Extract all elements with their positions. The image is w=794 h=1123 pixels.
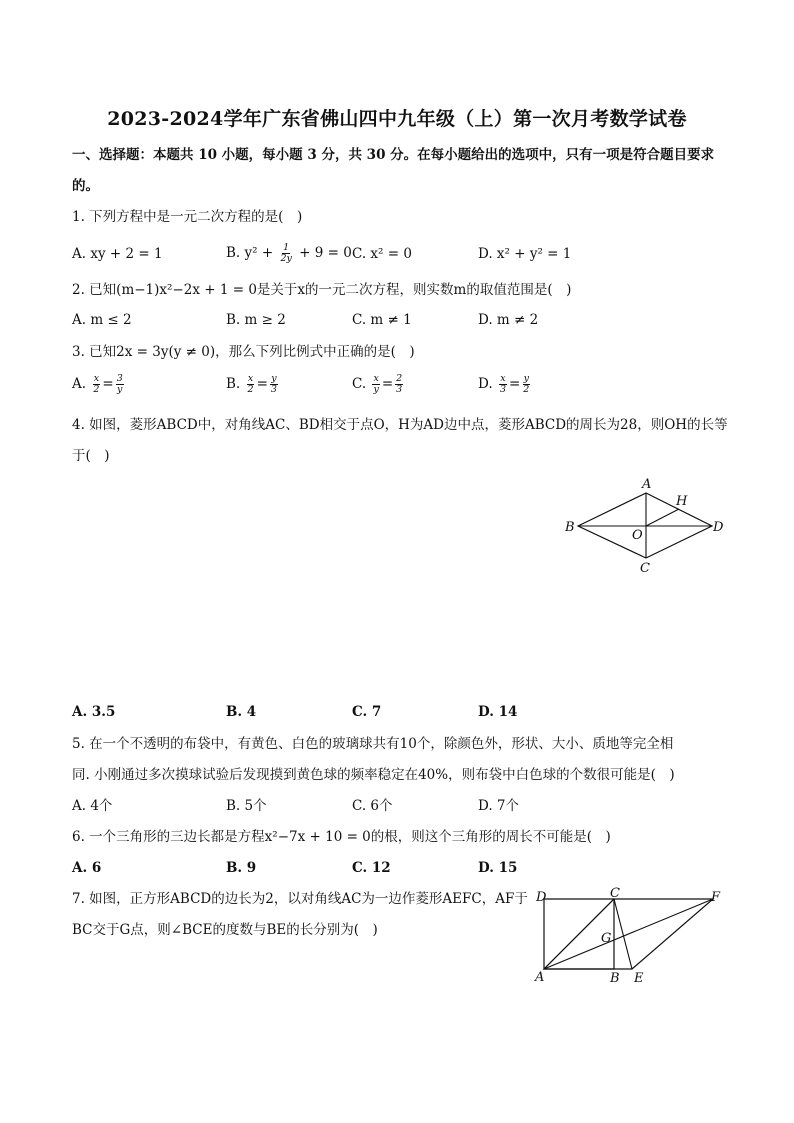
fraction-denominator: 2: [523, 384, 530, 395]
question-1-stem: 1. 下列方程中是一元二次方程的是( ): [72, 209, 303, 225]
label-g: G: [601, 931, 612, 946]
fraction-denominator: 2y: [280, 253, 292, 264]
question-6-stem: 6. 一个三角形的三边长都是方程x²−7x + 10 = 0的根，则这个三角形的周长不可能是( ): [72, 829, 611, 845]
question-2-stem: 2. 已知(m−1)x²−2x + 1 = 0是关于x的一元二次方程，则实数m的取值范围是( ): [72, 282, 572, 298]
question-5-option-c: C. 6个: [352, 798, 393, 814]
square-rhombus-figure: [530, 884, 730, 990]
fraction-numerator: x: [247, 373, 254, 384]
question-1-option-c: C. x² = 0: [352, 246, 412, 262]
fraction-numerator: x: [93, 373, 100, 384]
fraction-right: [116, 374, 124, 395]
question-1-option-d: D. x² + y² = 1: [478, 246, 572, 262]
equals-sign: =: [381, 376, 394, 392]
fraction-denominator: 3: [270, 384, 277, 395]
fraction-denominator: 2: [93, 384, 100, 395]
fraction-denominator: 3: [396, 384, 403, 395]
question-4-stem-line1: 4. 如图，菱形ABCD中，对角线AC、BD相交于点O，H为AD边中点，菱形ABCD的周长为28，则OH的长等: [72, 417, 728, 433]
option-label: A.: [72, 376, 87, 392]
label-a: A: [535, 970, 545, 985]
option-label: D.: [478, 376, 493, 392]
fraction-denominator: y: [117, 384, 123, 395]
question-2-option-b: B. m ≥ 2: [226, 312, 286, 328]
label-f: F: [711, 890, 721, 905]
fraction-numerator: x: [500, 373, 506, 384]
label-b: B: [565, 520, 575, 535]
fraction-denominator: y: [373, 384, 379, 395]
label-o: O: [632, 528, 643, 543]
question-3-stem: 3. 已知2x = 3y(y ≠ 0)，那么下列比例式中正确的是( ): [72, 344, 415, 360]
fraction-numerator: x: [373, 373, 379, 384]
diagonal-af: [544, 899, 713, 969]
question-7-stem-line1: 7. 如图，正方形ABCD的边长为2，以对角线AC为一边作菱形AEFC，AF于: [72, 891, 528, 907]
question-4-option-a: A. 3.5: [72, 704, 116, 720]
question-4-option-b: B. 4: [226, 704, 257, 720]
fraction-left: [372, 374, 379, 395]
equals-sign: =: [102, 376, 114, 392]
fraction-right: [395, 374, 403, 395]
fraction-numerator: y: [523, 373, 529, 384]
question-4-option-c: C. 7: [352, 704, 382, 720]
question-3-option-a: [72, 374, 126, 395]
question-1-option-a: A. xy + 2 = 1: [72, 246, 163, 262]
question-2-option-a: A. m ≤ 2: [72, 312, 132, 328]
fraction-numerator: 3: [116, 373, 123, 384]
label-a: A: [642, 477, 652, 492]
question-6-option-a: A. 6: [72, 860, 102, 876]
question-3-option-d: [478, 374, 532, 395]
fraction-numerator: y: [271, 373, 277, 384]
question-3-option-b: [226, 374, 280, 395]
label-c: C: [640, 561, 650, 576]
question-5-stem-line2: 同. 小刚通过多次摸球试验后发现摸到黄色球的频率稳定在40%，则布袋中白色球的个数很可能是( ): [72, 767, 675, 783]
label-e: E: [634, 971, 644, 986]
equals-sign: =: [256, 376, 268, 392]
fraction-denominator: 3: [499, 384, 506, 395]
question-1-option-b: [226, 243, 352, 264]
segment-oh: [646, 509, 679, 526]
question-4-option-d: D. 14: [478, 704, 518, 720]
section-header-line1: 一、选择题：本题共 10 小题，每小题 3 分，共 30 分。在每小题给出的选项中，只有一项是符合题目要求: [72, 147, 715, 163]
label-c: C: [610, 886, 620, 901]
question-4-stem-line2: 于( ): [72, 448, 110, 464]
fraction-denominator: 2: [247, 384, 254, 395]
section-header-line2: 的。: [72, 178, 99, 194]
label-d: D: [536, 890, 547, 905]
fraction-numerator: 2: [396, 373, 403, 384]
label-d: D: [713, 520, 724, 535]
question-5-option-a: A. 4个: [72, 798, 113, 814]
question-5-option-d: D. 7个: [478, 798, 520, 814]
equals-sign: =: [508, 376, 521, 392]
option-b-fraction: [279, 243, 292, 264]
label-h: H: [676, 494, 688, 509]
exam-title: 2023-2024学年广东省佛山四中九年级（上）第一次月考数学试卷: [107, 108, 687, 130]
question-6-option-d: D. 15: [478, 860, 518, 876]
question-5-option-b: B. 5个: [226, 798, 267, 814]
option-b-prefix: B. y² +: [226, 245, 274, 261]
fraction-left: [92, 374, 100, 395]
fraction-right: [522, 374, 530, 395]
question-2-option-d: D. m ≠ 2: [478, 312, 539, 328]
fraction-left: [499, 374, 507, 395]
question-3-option-c: [352, 374, 405, 395]
fraction-left: [247, 374, 255, 395]
option-label: B.: [226, 376, 241, 392]
label-b: B: [610, 971, 620, 986]
question-6-option-c: C. 12: [352, 860, 391, 876]
question-2-option-c: C. m ≠ 1: [352, 312, 412, 328]
question-6-option-b: B. 9: [226, 860, 257, 876]
option-label: C.: [352, 376, 367, 392]
fraction-numerator: 1: [283, 242, 290, 253]
question-7-stem-line2: BC交于G点，则∠BCE的度数与BE的长分别为( ): [72, 922, 378, 938]
option-b-suffix: + 9 = 0: [299, 245, 352, 261]
question-5-stem-line1: 5. 在一个不透明的布袋中，有黄色、白色的玻璃球共有10个，除颜色外，形状、大小、质地等完全相: [72, 736, 674, 752]
rhombus-figure: [560, 476, 730, 576]
fraction-right: [270, 374, 278, 395]
